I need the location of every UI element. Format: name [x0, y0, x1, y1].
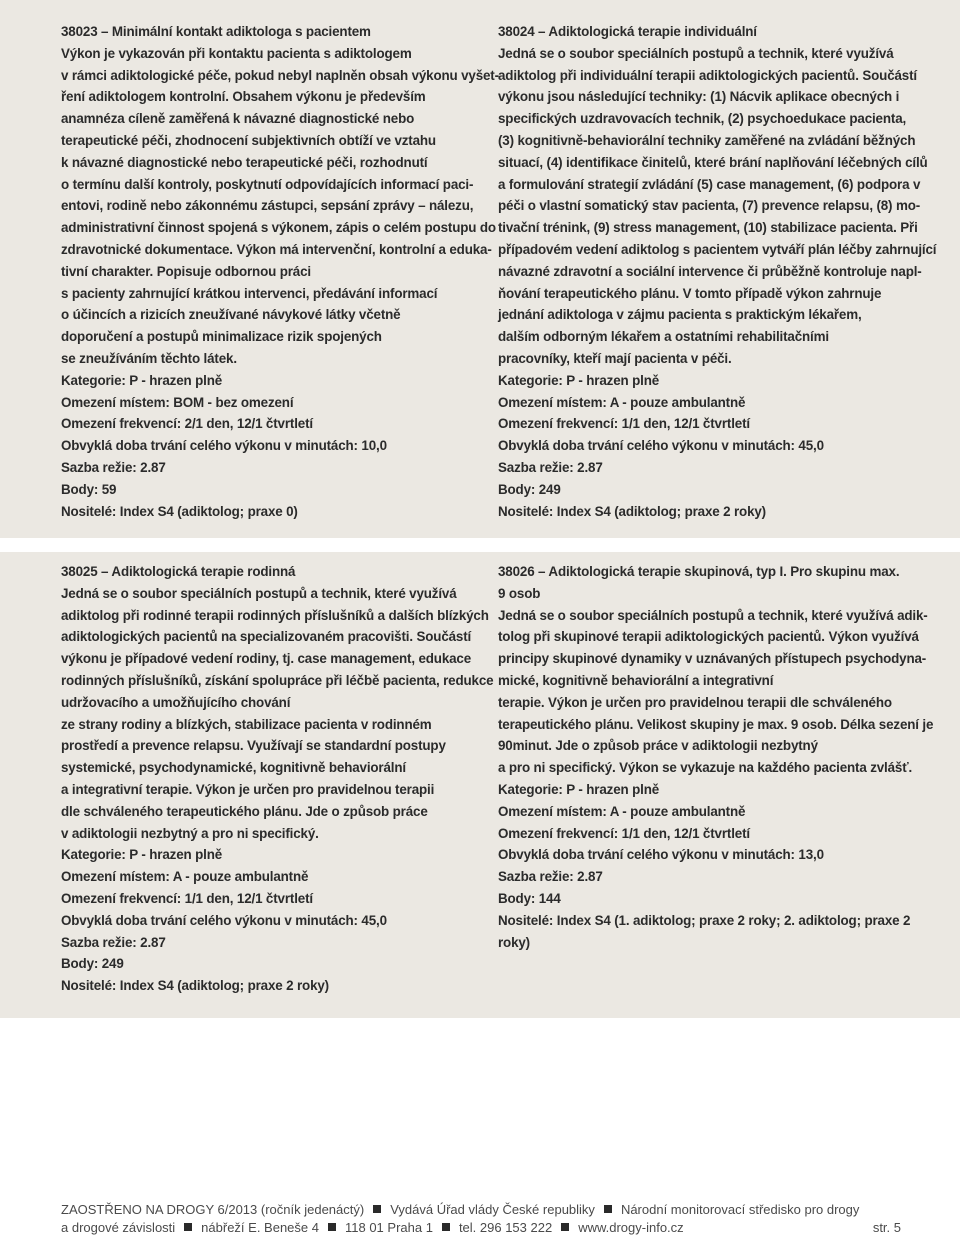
procedure-heading: 38026 – Adiktologická terapie skupinová, typ I. Pro skupinu max. — [498, 564, 900, 579]
footer-center-cont: a drogové závislosti — [61, 1220, 176, 1235]
text-line: Sazba režie: 2.87 — [61, 934, 166, 950]
text-line: Jedná se o soubor speciálních postupů a technik, které využívá — [498, 45, 894, 61]
procedure-heading: 38024 – Adiktologická terapie individuální — [498, 24, 757, 39]
procedure-heading: 38025 – Adiktologická terapie rodinná — [61, 564, 296, 579]
text-line: Nositelé: Index S4 (adiktolog; praxe 2 roky) — [498, 503, 766, 519]
footer-street: nábřeží E. Beneše 4 — [201, 1220, 319, 1235]
text-line: jednání adiktologa v zájmu pacienta s praktickým lékařem, — [498, 307, 862, 323]
text-line: výkonu je případové vedení rodiny, tj. case management, edukace — [61, 651, 472, 667]
text-line: specifických uzdravovacích technik, (2) psychoedukace pacienta, — [498, 111, 907, 127]
text-line: Omezení frekvencí: 2/1 den, 12/1 čtvrtletí — [61, 416, 313, 432]
bullet-square-icon — [328, 1223, 336, 1231]
text-line: Obvyklá doba trvání celého výkonu v minutách: 45,0 — [498, 438, 824, 454]
footer-line-2 — [61, 1218, 901, 1237]
text-line: pracovníky, kteří mají pacienta v péči. — [498, 350, 732, 366]
text-line: Omezení místem: A - pouze ambulantně — [61, 869, 309, 885]
text-line: Kategorie: P - hrazen plně — [498, 372, 660, 388]
text-line: Body: 249 — [498, 481, 561, 497]
text-line: Kategorie: P - hrazen plně — [61, 847, 223, 863]
text-line: doporučení a postupů minimalizace rizik spojených — [61, 329, 382, 345]
text-line: v adiktologii nezbytný a pro ni specifický. — [61, 825, 319, 841]
text-line: adiktolog při individuální terapii adiktologických pacientů. Součástí — [498, 67, 917, 83]
footer-center: Národní monitorovací středisko pro drogy — [620, 1202, 860, 1217]
bullet-square-icon — [604, 1205, 612, 1213]
text-line: administrativní činnost spojená s výkonem, zápis o celém postupu do — [61, 220, 496, 236]
footer-line-1 — [61, 1200, 901, 1219]
text-line: ření adiktologem kontrolní. Obsahem výkonu je především — [61, 89, 426, 105]
text-line: systemické, psychodynamické, kognitivně behaviorální — [61, 760, 406, 776]
text-line: principy skupinové dynamiky v uznávaných přístupech psychodyna- — [498, 651, 927, 667]
text-line: Obvyklá doba trvání celého výkonu v minutách: 45,0 — [61, 912, 387, 928]
text-line: o termínu další kontroly, poskytnutí odpovídajících informací paci- — [61, 176, 474, 192]
text-line: Body: 249 — [61, 956, 124, 972]
text-line: a integrativní terapie. Výkon je určen pro pravidelnou terapii — [61, 781, 435, 797]
procedure-38023 — [61, 21, 499, 522]
text-line: se zneužíváním těchto látek. — [61, 350, 237, 366]
text-line: Nositelé: Index S4 (adiktolog; praxe 2 roky) — [61, 978, 329, 994]
text-line: terapeutického plánu. Velikost skupiny je max. 9 osob. Délka sezení je — [498, 716, 934, 732]
procedure-38026 — [498, 561, 934, 953]
bullet-square-icon — [373, 1205, 381, 1213]
text-line: Výkon je vykazován při kontaktu pacienta s adiktologem — [61, 45, 412, 61]
text-line: a formulování strategií zvládání (5) case management, (6) podpora v — [498, 176, 921, 192]
footer-city: 118 01 Praha 1 — [344, 1220, 433, 1235]
text-line: tolog při skupinové terapii adiktologických pacientů. Výkon využívá — [498, 629, 919, 645]
text-line: adiktologických pacientů na specializovaném pracovišti. Součástí — [61, 629, 472, 645]
text-line: s pacienty zahrnující krátkou intervenci, předávání informací — [61, 285, 438, 301]
text-line: rodinných příslušníků, získání spolupráce při léčbě pacienta, redukce — [61, 672, 494, 688]
text-line: Nositelé: Index S4 (adiktolog; praxe 0) — [61, 503, 298, 519]
text-line: adiktolog při rodinné terapii rodinných příslušníků a dalších blízkých — [61, 607, 489, 623]
text-line: a pro ni specifický. Výkon se vykazuje na každého pacienta zvlášť. — [498, 760, 913, 776]
text-line: (3) kognitivně-behaviorální techniky zaměřené na zvládání běžných — [498, 132, 916, 148]
text-line: k návazné diagnostické nebo terapeutické péči, rozhodnutí — [61, 154, 428, 170]
bullet-square-icon — [184, 1223, 192, 1231]
text-line: mické, kognitivně behaviorální a integrativní — [498, 672, 774, 688]
procedure-heading: 38023 – Minimální kontakt adiktologa s pacientem — [61, 24, 371, 39]
text-line: Body: 59 — [61, 481, 117, 497]
text-line: tivní charakter. Popisuje odbornou práci — [61, 263, 311, 279]
text-line: Omezení frekvencí: 1/1 den, 12/1 čtvrtletí — [61, 890, 313, 906]
text-line: Omezení frekvencí: 1/1 den, 12/1 čtvrtletí — [498, 416, 750, 432]
text-line: dalším odborným lékařem a ostatními rehabilitačními — [498, 329, 829, 345]
text-line: udržovacího a umožňujícího chování — [61, 694, 291, 710]
text-line: tivační trénink, (9) stress management, (10) stabilizace pacienta. Při — [498, 220, 918, 236]
footer-website-link[interactable]: www.drogy-info.cz — [578, 1220, 684, 1235]
text-line: anamnéza cíleně zaměřená k návazné diagnostické nebo — [61, 111, 415, 127]
text-line: případovém vedení adiktolog s pacientem vytváří plán léčby zahrnující — [498, 241, 937, 257]
text-line: prostředí a prevence relapsu. Využívají se standardní postupy — [61, 738, 446, 754]
text-line: péči o vlastní somatický stav pacienta, (7) prevence relapsu, (8) mo- — [498, 198, 921, 214]
text-line: Kategorie: P - hrazen plně — [498, 781, 660, 797]
text-line: v rámci adiktologické péče, pokud nebyl naplněn obsah výkonu vyšet- — [61, 67, 499, 83]
text-line: Kategorie: P - hrazen plně — [61, 372, 223, 388]
text-line: Omezení místem: BOM - bez omezení — [61, 394, 294, 410]
text-line: Sazba režie: 2.87 — [498, 459, 603, 475]
text-line: Jedná se o soubor speciálních postupů a technik, které využívá — [61, 585, 457, 601]
text-line: terapeutické péči, zhodnocení subjektivních obtíží ve vztahu — [61, 132, 436, 148]
footer-journal: ZAOSTŘENO NA DROGY 6/2013 (ročník jedenáctý) — [61, 1202, 365, 1217]
bullet-square-icon — [442, 1223, 450, 1231]
text-line: situací, (4) identifikace činitelů, které brání naplňování léčebných cílů — [498, 154, 928, 170]
procedure-38025 — [61, 561, 494, 997]
text-line: entovi, rodině nebo zákonnému zástupci, sepsání zprávy – nálezu, — [61, 198, 474, 214]
text-line: Obvyklá doba trvání celého výkonu v minutách: 10,0 — [61, 438, 387, 454]
text-line: 9 osob — [498, 585, 541, 601]
text-line: Sazba režie: 2.87 — [498, 869, 603, 885]
procedure-38024 — [498, 21, 937, 522]
text-line: terapie. Výkon je určen pro pravidelnou terapii dle schváleného — [498, 694, 892, 710]
text-line: zdravotnické dokumentace. Výkon má intervenční, kontrolní a eduka- — [61, 241, 492, 257]
text-line: o účincích a rizicích zneužívané návykové látky včetně — [61, 307, 401, 323]
footer-publisher: Vydává Úřad vlády České republiky — [390, 1202, 595, 1217]
text-line: Jedná se o soubor speciálních postupů a technik, které využívá adik- — [498, 607, 928, 623]
text-line: Body: 144 — [498, 890, 561, 906]
text-line: 90minut. Jde o způsob práce v adiktologii nezbytný — [498, 738, 818, 754]
text-line: Obvyklá doba trvání celého výkonu v minutách: 13,0 — [498, 847, 824, 863]
text-line: výkonu jsou následující techniky: (1) Nácvik aplikace obecných i — [498, 89, 900, 105]
text-line: dle schváleného terapeutického plánu. Jde o způsob práce — [61, 803, 428, 819]
text-line: ze strany rodiny a blízkých, stabilizace pacienta v rodinném — [61, 716, 432, 732]
page-number: str. 5 — [872, 1220, 901, 1235]
bullet-square-icon — [561, 1223, 569, 1231]
text-line: Nositelé: Index S4 (1. adiktolog; praxe 2 roky; 2. adiktolog; praxe 2 — [498, 912, 911, 928]
footer-phone: tel. 296 153 222 — [458, 1220, 553, 1235]
text-line: roky) — [498, 934, 530, 950]
text-line: Omezení místem: A - pouze ambulantně — [498, 394, 746, 410]
text-line: Omezení frekvencí: 1/1 den, 12/1 čtvrtletí — [498, 825, 750, 841]
text-line: Sazba režie: 2.87 — [61, 459, 166, 475]
text-line: návazné zdravotní a sociální intervence či průběžně kontroluje napl- — [498, 263, 922, 279]
text-line: ňování terapeutického plánu. V tomto případě výkon zahrnuje — [498, 285, 882, 301]
text-line: Omezení místem: A - pouze ambulantně — [498, 803, 746, 819]
